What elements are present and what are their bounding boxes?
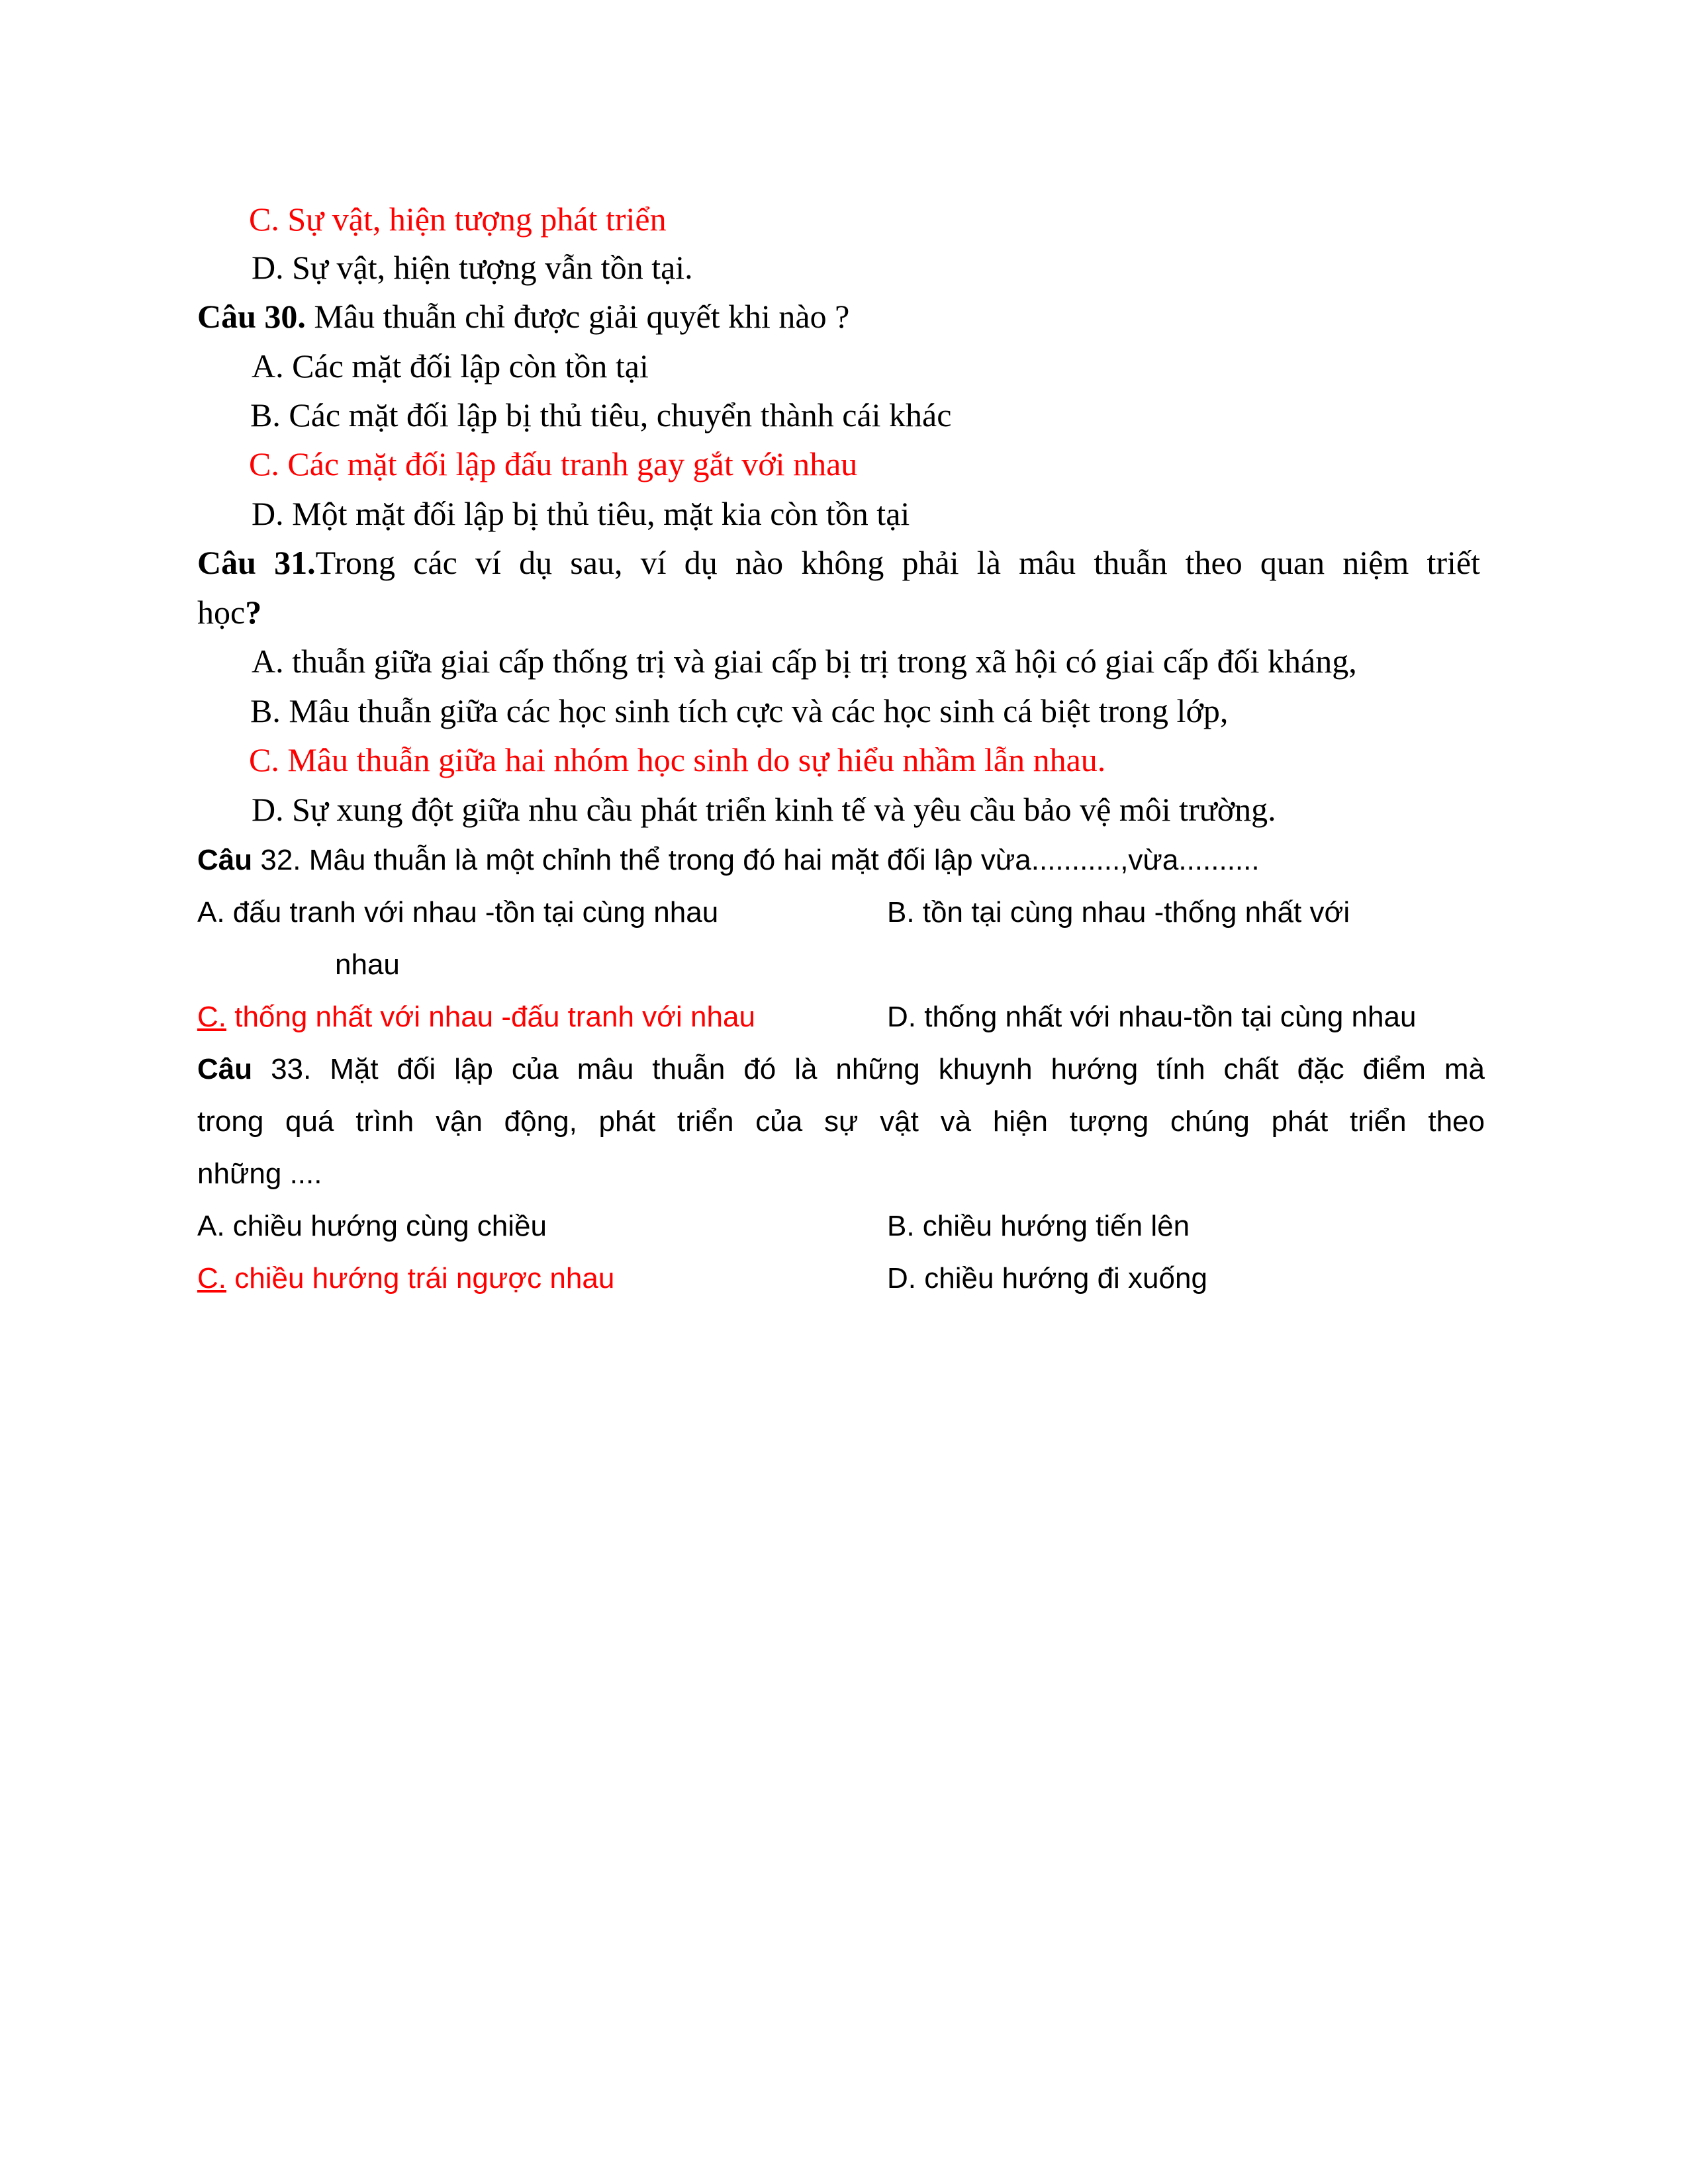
q32-option-a: A. đấu tranh với nhau -tồn tại cùng nhau <box>197 896 719 929</box>
q31-option-b: B. Mâu thuẫn giữa các học sinh tích cực và các học sinh cá biệt trong lớp, <box>250 692 1229 729</box>
q31-option-a: A. thuẫn giữa giai cấp thống trị và giai cấp bị trị trong xã hội có giai cấp đối kháng, <box>252 643 1357 680</box>
q30-question <box>197 292 849 341</box>
q31-question-cont <box>197 588 261 637</box>
q32-label: Câu <box>197 844 253 876</box>
q30-option-c: C. Các mặt đối lập đấu tranh gay gắt với nhau <box>249 445 858 482</box>
q31-text-line2: học <box>197 594 246 631</box>
q30-option-a: A. Các mặt đối lập còn tồn tại <box>252 347 649 385</box>
q30-label: Câu 30. <box>197 298 306 335</box>
q32-option-c-letter: C. <box>197 1001 226 1033</box>
q32-option-c <box>197 991 755 1043</box>
q33-question-line3: những .... <box>197 1158 322 1190</box>
q33-text-line1: 33. Mặt đối lập của mâu thuẫn đó là những khuynh hướng tính chất đặc điểm mà <box>252 1053 1485 1085</box>
q32-option-b: B. tồn tại cùng nhau -thống nhất với <box>887 896 1350 929</box>
q33-option-a: A. chiều hướng cùng chiều <box>197 1210 547 1242</box>
q33-option-d: D. chiều hướng đi xuống <box>887 1262 1207 1295</box>
q32-text: 32. Mâu thuẫn là một chỉnh thể trong đó hai mặt đối lập vừa...........,vừa.......... <box>252 844 1260 876</box>
q31-label: Câu 31. <box>197 544 316 581</box>
q30-text: Mâu thuẫn chỉ được giải quyết khi nào ? <box>305 298 850 335</box>
q33-option-c-letter: C. <box>197 1262 226 1295</box>
q30-option-d: D. Một mặt đối lập bị thủ tiêu, mặt kia còn tồn tại <box>252 495 910 532</box>
q29-option-c: C. Sự vật, hiện tượng phát triển <box>249 201 667 238</box>
q33-question-line2: trong quá trình vận động, phát triển của sự vật và hiện tượng chúng phát triển theo <box>197 1105 1485 1138</box>
q32-option-b-cont: nhau <box>335 948 400 981</box>
q33-label: Câu <box>197 1053 253 1085</box>
q31-question <box>197 538 1480 588</box>
q32-option-d: D. thống nhất với nhau-tồn tại cùng nhau <box>887 1001 1417 1033</box>
q31-option-d: D. Sự xung đột giữa nhu cầu phát triển kinh tế và yêu cầu bảo vệ môi trường. <box>252 791 1276 828</box>
q32-question <box>197 834 1260 886</box>
q30-option-b: B. Các mặt đối lập bị thủ tiêu, chuyển thành cái khác <box>250 396 952 433</box>
q33-option-c-text: chiều hướng trái ngược nhau <box>226 1262 615 1295</box>
q33-option-c <box>197 1252 614 1304</box>
q33-question <box>197 1043 1485 1095</box>
q32-option-c-text: thống nhất với nhau -đấu tranh với nhau <box>226 1001 755 1033</box>
q31-option-c: C. Mâu thuẫn giữa hai nhóm học sinh do sự hiểu nhầm lẫn nhau. <box>249 741 1106 778</box>
q29-option-d: D. Sự vật, hiện tượng vẫn tồn tại. <box>252 249 693 286</box>
q31-text-line1: Trong các ví dụ sau, ví dụ nào không phải là mâu thuẫn theo quan niệm triết <box>315 544 1481 581</box>
q31-question-mark: ? <box>245 594 262 631</box>
q33-option-b: B. chiều hướng tiến lên <box>887 1210 1190 1242</box>
